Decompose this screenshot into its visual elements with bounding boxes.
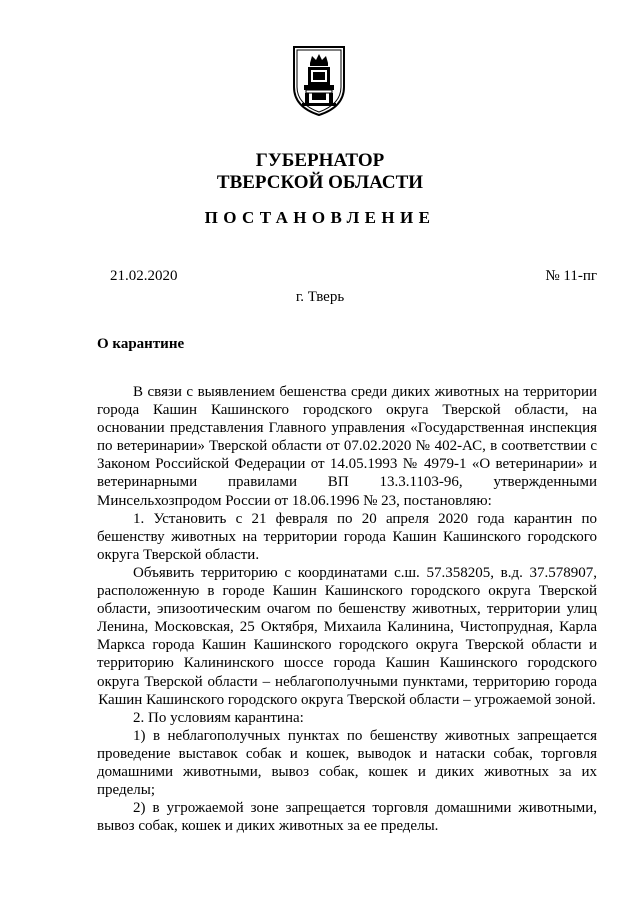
document-type: ПОСТАНОВЛЕНИЕ [204, 208, 436, 227]
preamble-paragraph: В связи с выявлением бешенства среди диких животных на территории города Кашин Кашинского городского округа Тверской области, на основании представления Главного управления «Государственная инспекция по ветеринарии» Тверской области от 07.02.2020 № 402-АС, в соответствии с Законом Российской Федерации от 14.05.1993 № 4979-1 «О ветеринарии» и ветеринарными правилами ВП 13.3.1103-96, утвержденными Минсельхозпродом России от 18.06.1996 № 23, постановляю: [97, 384, 597, 509]
document-subject: О карантине [97, 336, 185, 352]
coat-of-arms-icon [290, 43, 348, 117]
document-date: 21.02.2020 [110, 268, 178, 284]
document-city: г. Тверь [295, 289, 345, 305]
zone-declaration-paragraph: Объявить территорию с координатами с.ш. 57.358205, в.д. 37.578907, расположенную в городе Кашин Кашинского городского округа Тверской области, эпизоотическим очагом по бешенству животных, территории улиц Ленина, Московская, 25 Октября, Михаила Калинина, Чистопрудная, Карла Маркса города Кашин Кашинского городского округа Тверской области и территорию Калининского шоссе города Кашин Кашинского городского округа Тверской области – неблагополучными пунктами, территорию города Кашин Кашинского городского округа Тверской области – угрожаемой зоной. [97, 564, 597, 708]
governor-title: ГУБЕРНАТОР [255, 150, 385, 171]
subclause-1-paragraph: 1) в неблагополучных пунктах по бешенству животных запрещается проведение выставок собак и кошек, выводок и натаски собак, торговля домашними животными, вывоз собак, кошек и диких животных за их пределы; [97, 727, 597, 799]
clause-2-paragraph: 2. По условиям карантина: [133, 709, 304, 726]
subclause-2-paragraph: 2) в угрожаемой зоне запрещается торговля домашними животными, вывоз собак, кошек и диких животных за ее пределы. [97, 800, 597, 835]
document-number: № 11-пг [545, 268, 597, 284]
document-body [97, 383, 597, 835]
clause-1-paragraph: 1. Установить с 21 февраля по 20 апреля 2020 года карантин по бешенству животных на территории города Кашин Кашинского городского округа Тверской области. [97, 510, 597, 563]
region-title: ТВЕРСКОЙ ОБЛАСТИ [216, 172, 424, 193]
